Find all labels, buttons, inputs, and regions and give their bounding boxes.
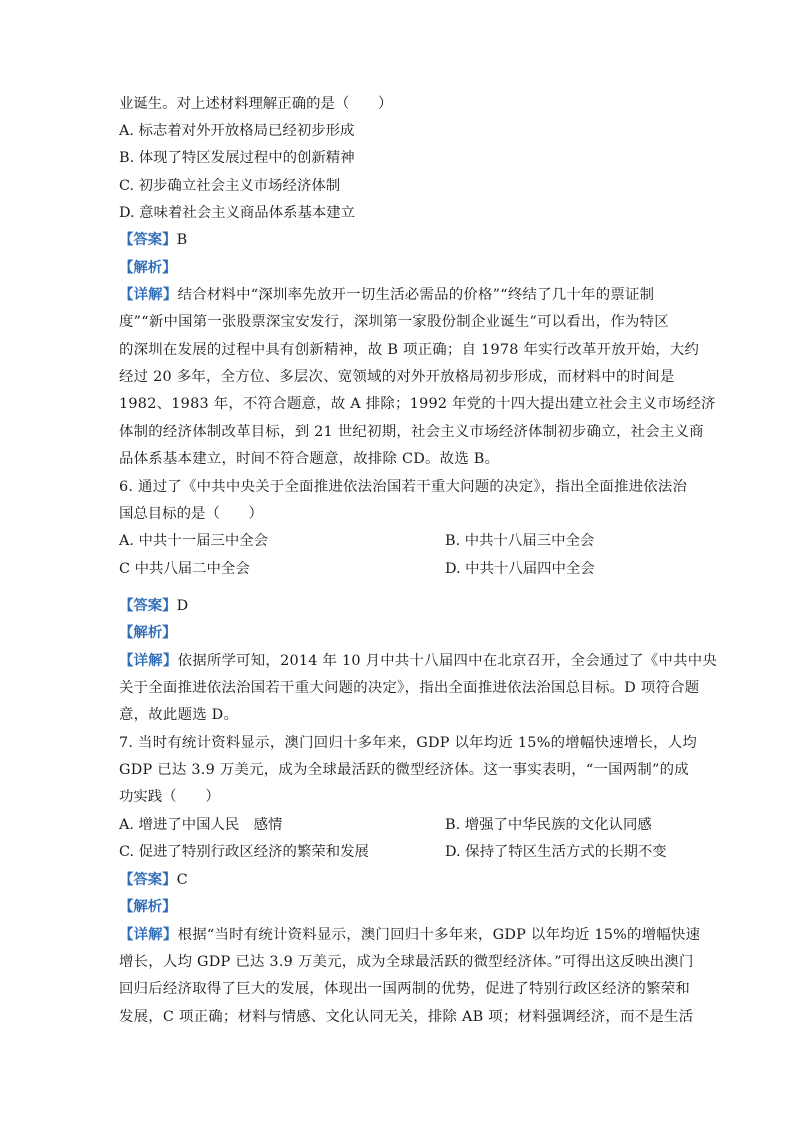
q5-detail-line-1 [119, 285, 654, 305]
q6-answer-line [119, 596, 188, 616]
q7-answer: C [176, 872, 188, 888]
analysis-tag: 【解析】 [119, 624, 177, 641]
q5-option-b: B. 体现了特区发展过程中的创新精神 [119, 150, 355, 166]
q6-detail-line-2: 关于全面推进依法治国若干重大问题的决定》，指出全面推进依法治国总目标。D 项符合题 [119, 680, 700, 696]
answer-tag: 【答案】 [119, 597, 177, 614]
q7-analysis-line [119, 897, 177, 917]
q6-option-d: D. 中共十八届四中全会 [445, 561, 595, 577]
q5-detail-line-7: 品体系基本建立，时间不符合题意，故排除 CD。故选 B。 [119, 451, 500, 467]
q5-answer-line [119, 230, 187, 250]
answer-tag: 【答案】 [119, 231, 177, 248]
q5-option-d: D. 意味着社会主义商品体系基本建立 [119, 205, 356, 221]
q7-stem-line-2: GDP 已达 3.9 万美元，成为全球最活跃的微型经济体。这一事实表明，“一国两制”的成 [119, 762, 689, 778]
q7-detail-line-1 [119, 925, 700, 945]
q7-option-a: A. 增进了中国人民 感情 [119, 817, 283, 833]
q5-detail-line-6: 体制的经济体制改革目标，到 21 世纪初期，社会主义市场经济体制初步确立，社会主义商 [119, 424, 704, 440]
analysis-tag: 【解析】 [119, 259, 177, 276]
q7-stem-line-1: 7. 当时有统计资料显示，澳门回归十多年来，GDP 以年均近 15%的增幅快速增长，人均 [119, 735, 698, 751]
q6-option-a: A. 中共十一届三中全会 [119, 533, 269, 549]
q5-option-c: C. 初步确立社会主义市场经济体制 [119, 178, 341, 194]
q7-detail-line-3: 回归后经济取得了巨大的发展，体现出一国两制的优势，促进了特别行政区经济的繁荣和 [119, 981, 690, 997]
q7-detail-line-4: 发展，C 项正确；材料与情感、文化认同无关，排除 AB 项；材料强调经济，而不是生活 [119, 1009, 694, 1025]
q5-analysis-line [119, 258, 177, 278]
q5-detail-line-3: 的深圳在发展的过程中具有创新精神，故 B 项正确；自 1978 年实行改革开放开始，大约 [119, 342, 700, 358]
q7-option-d: D. 保持了特区生活方式的长期不变 [445, 844, 667, 860]
q6-answer: D [176, 598, 189, 614]
q6-detail-line-3: 意，故此题选 D。 [119, 707, 239, 723]
q5-detail-line-5: 1982、1983 年，不符合题意，故 A 排除；1992 年党的十四大提出建立社会主义市场经济 [119, 396, 716, 412]
q7-option-b: B. 增强了中华民族的文化认同感 [445, 817, 652, 833]
q7-answer-line [119, 870, 188, 890]
analysis-tag: 【解析】 [119, 898, 177, 915]
detail-tag: 【详解】 [119, 652, 178, 669]
q5-stem-tail: 业诞生。对上述材料理解正确的是（ ） [119, 96, 393, 112]
q5-detail-text: 结合材料中“深圳率先放开一切生活必需品的价格”“终结了几十年的票证制 [177, 287, 655, 303]
detail-tag: 【详解】 [119, 286, 178, 303]
q7-detail-line-2: 增长，人均 GDP 已达 3.9 万美元，成为全球最活跃的微型经济体。”可得出这反映出澳门 [119, 954, 694, 970]
answer-tag: 【答案】 [119, 871, 177, 888]
q6-stem-line-2: 国总目标的是（ ） [119, 506, 263, 522]
q5-detail-line-4: 经过 20 多年，全方位、多层次、宽领域的对外开放格局初步形成，而材料中的时间是 [119, 369, 675, 385]
q6-detail-line-1 [119, 651, 717, 671]
q6-option-c: C 中共八届二中全会 [119, 561, 250, 577]
q5-answer: B [176, 232, 188, 248]
q6-stem-line-1: 6. 通过了《中共中央关于全面推进依法治国若干重大问题的决定》，指出全面推进依法治 [119, 479, 688, 495]
q7-detail-text: 根据“当时有统计资料显示，澳门回归十多年来，GDP 以年均近 15%的增幅快速 [177, 927, 701, 943]
q7-option-c: C. 促进了特别行政区经济的繁荣和发展 [119, 844, 369, 860]
q6-analysis-line [119, 623, 177, 643]
q7-stem-line-3: 功实践（ ） [119, 789, 220, 805]
q5-detail-line-2: 度”“新中国第一张股票深宝安发行，深圳第一家股份制企业诞生”可以看出，作为特区 [119, 314, 669, 330]
q5-option-a: A. 标志着对外开放格局已经初步形成 [119, 123, 355, 139]
detail-tag: 【详解】 [119, 926, 178, 943]
q6-option-b: B. 中共十八届三中全会 [445, 533, 595, 549]
q6-detail-text: 依据所学可知，2014 年 10 月中共十八届四中在北京召开，全会通过了《中共中央 [177, 653, 717, 669]
